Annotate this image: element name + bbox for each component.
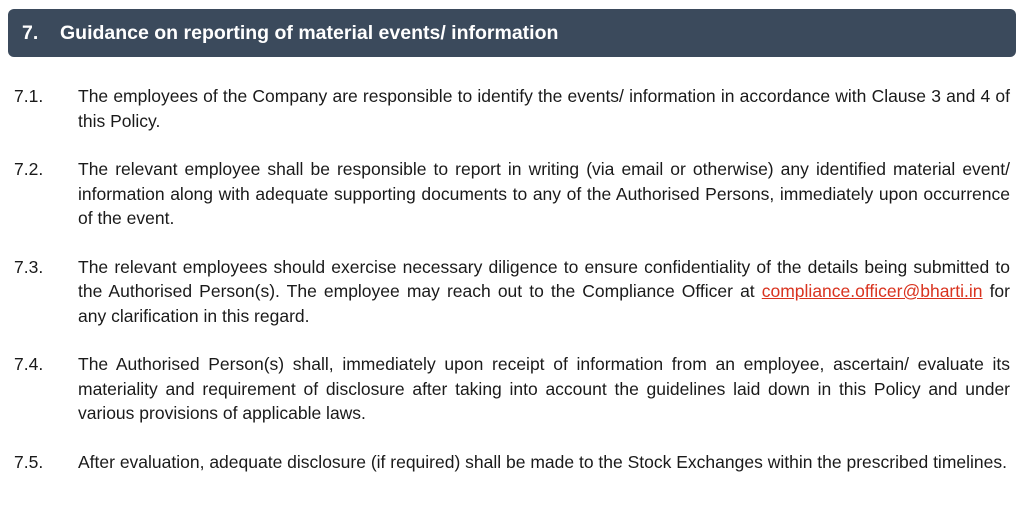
clause-7-4 (14, 352, 1010, 426)
clause-text-after-email: for any clarification in this regard. (78, 281, 1010, 326)
clause-7-3 (14, 255, 1010, 329)
clause-number: 7.2. (14, 159, 44, 179)
clause-number: 7.4. (14, 354, 44, 374)
clause-7-5 (14, 450, 1010, 475)
section-number: 7. (22, 21, 39, 44)
section-header (8, 9, 1016, 57)
clause-7-1 (14, 84, 1010, 133)
clause-number: 7.1. (14, 86, 44, 106)
compliance-email-link[interactable]: compliance.officer@bharti.in (761, 281, 983, 301)
clause-list (14, 84, 1010, 498)
clause-text: The Authorised Person(s) shall, immediately upon receipt of information from an employee, ascertain/ evaluate its materiality and requirement of disclosure after taking into account the guidelines laid down in this Policy and under various provisions of applicable laws. (78, 354, 1010, 423)
clause-text: The employees of the Company are responsible to identify the events/ information in accordance with Clause 3 and 4 of this Policy. (78, 86, 1010, 131)
section-title: Guidance on reporting of material events/ information (60, 21, 559, 44)
clause-text: After evaluation, adequate disclosure (if required) shall be made to the Stock Exchanges within the prescribed timelines. (78, 451, 1007, 472)
clause-text: The relevant employee shall be responsible to report in writing (via email or otherwise) any identified material event/ information along with adequate supporting documents to any of the Authorised Persons, immediately upon occurrence of the event. (78, 159, 1010, 228)
clause-text-before-email: The relevant employees should exercise necessary diligence to ensure confidentiality of the details being submitted to the Authorised Person(s). The employee may reach out to the Compliance Officer at (78, 256, 1010, 301)
clause-number: 7.5. (14, 451, 44, 472)
clause-number: 7.3. (14, 256, 44, 277)
clause-7-2 (14, 157, 1010, 231)
clause-text (78, 255, 1010, 329)
